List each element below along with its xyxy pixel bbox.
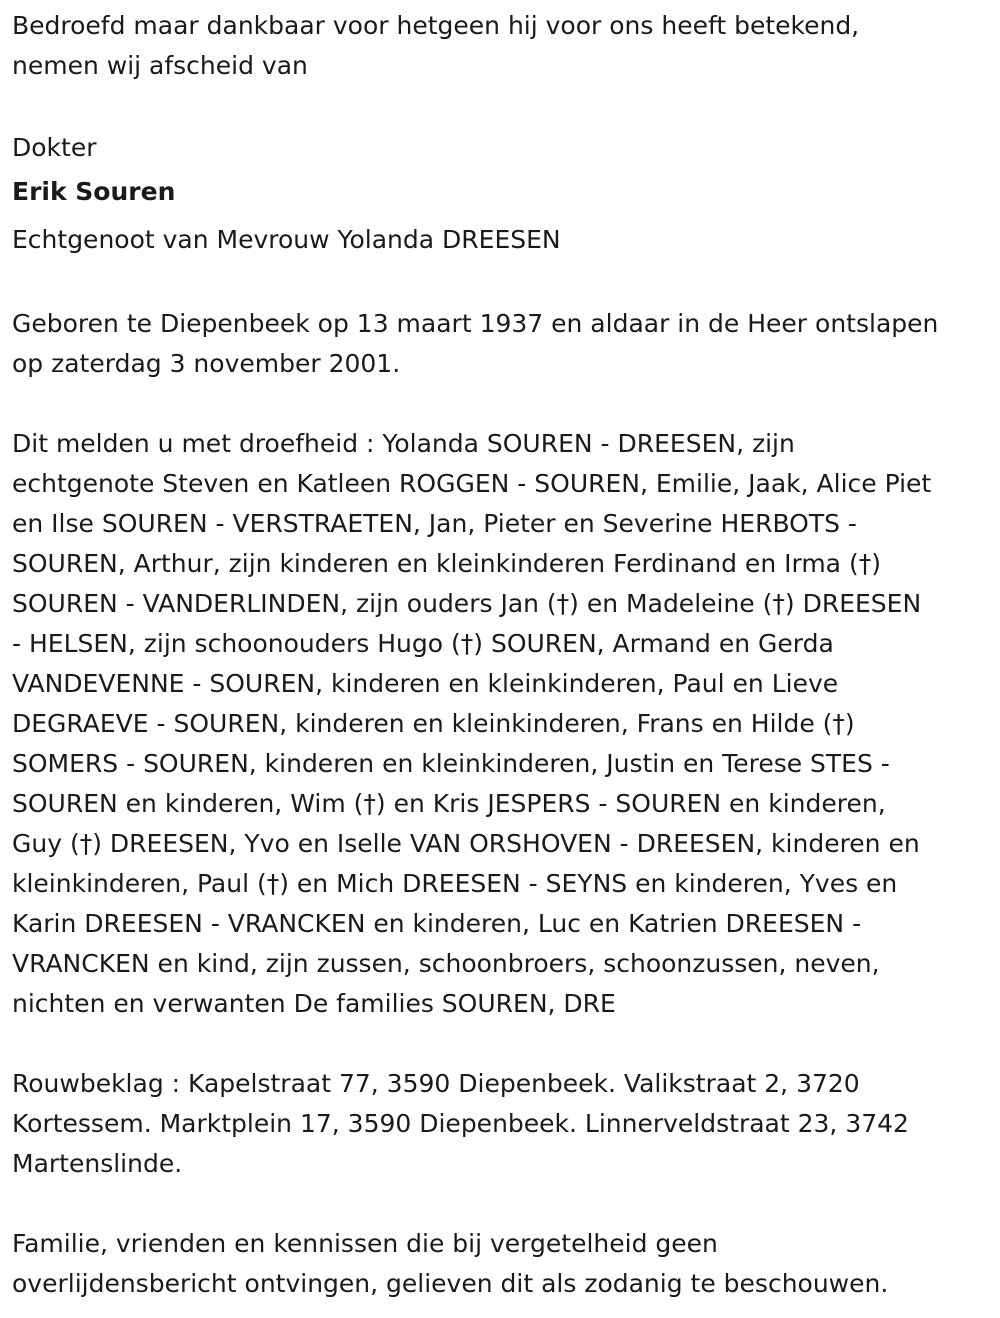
family-paragraph [12, 424, 987, 1024]
person-block [12, 128, 987, 264]
birth-line: Geboren te Diepenbeek op 13 maart 1937 en aldaar in de Heer ontslapen [12, 309, 939, 338]
condolence-paragraph [12, 1064, 987, 1184]
closing-line: Familie, vrienden en kennissen die bij vergetelheid geen [12, 1229, 718, 1258]
intro-line: nemen wij afscheid van [12, 51, 308, 80]
condolence-line: Kortessem. Marktplein 17, 3590 Diepenbeek. Linnerveldstraat 23, 3742 [12, 1109, 909, 1138]
closing-line: overlijdensbericht ontvingen, gelieven dit als zodanig te beschouwen. [12, 1269, 889, 1298]
family-line: Guy (†) DREESEN, Yvo en Iselle VAN ORSHOVEN - DREESEN, kinderen en [12, 829, 920, 858]
birth-line: op zaterdag 3 november 2001. [12, 349, 401, 378]
family-line: nichten en verwanten De families SOUREN, DRE [12, 989, 616, 1018]
family-line: SOMERS - SOUREN, kinderen en kleinkinderen, Justin en Terese STES - [12, 749, 890, 778]
family-line: DEGRAEVE - SOUREN, kinderen en kleinkinderen, Frans en Hilde (†) [12, 709, 855, 738]
spacer [12, 384, 987, 424]
condolence-line: Rouwbeklag : Kapelstraat 77, 3590 Diepenbeek. Valikstraat 2, 3720 [12, 1069, 860, 1098]
family-line: VANDEVENNE - SOUREN, kinderen en kleinkinderen, Paul en Lieve [12, 669, 839, 698]
family-line: Karin DREESEN - VRANCKEN en kinderen, Luc en Katrien DREESEN - [12, 909, 862, 938]
birth-paragraph [12, 304, 987, 384]
family-line: VRANCKEN en kind, zijn zussen, schoonbroers, schoonzussen, neven, [12, 949, 880, 978]
family-line: en Ilse SOUREN - VERSTRAETEN, Jan, Pieter en Severine HERBOTS - [12, 509, 857, 538]
spacer [12, 1024, 987, 1064]
spacer [12, 86, 987, 126]
family-line: echtgenote Steven en Katleen ROGGEN - SOUREN, Emilie, Jaak, Alice Piet [12, 469, 932, 498]
closing-paragraph [12, 1224, 987, 1304]
obituary-document [12, 6, 987, 1304]
person-name: Erik Souren [12, 177, 176, 206]
intro-line: Bedroefd maar dankbaar voor hetgeen hij voor ons heeft betekend, [12, 11, 860, 40]
family-line: SOUREN en kinderen, Wim (†) en Kris JESPERS - SOUREN en kinderen, [12, 789, 886, 818]
spacer [12, 1184, 987, 1224]
condolence-line: Martenslinde. [12, 1149, 183, 1178]
family-line: SOUREN - VANDERLINDEN, zijn ouders Jan (†) en Madeleine (†) DREESEN [12, 589, 922, 618]
spacer [12, 264, 987, 304]
family-line: kleinkinderen, Paul (†) en Mich DREESEN - SEYNS en kinderen, Yves en [12, 869, 898, 898]
intro-paragraph [12, 6, 987, 86]
person-title: Dokter [12, 133, 97, 162]
family-line: Dit melden u met droefheid : Yolanda SOUREN - DREESEN, zijn [12, 429, 795, 458]
person-spouse: Echtgenoot van Mevrouw Yolanda DREESEN [12, 225, 561, 254]
family-line: - HELSEN, zijn schoonouders Hugo (†) SOUREN, Armand en Gerda [12, 629, 834, 658]
family-line: SOUREN, Arthur, zijn kinderen en kleinkinderen Ferdinand en Irma (†) [12, 549, 881, 578]
